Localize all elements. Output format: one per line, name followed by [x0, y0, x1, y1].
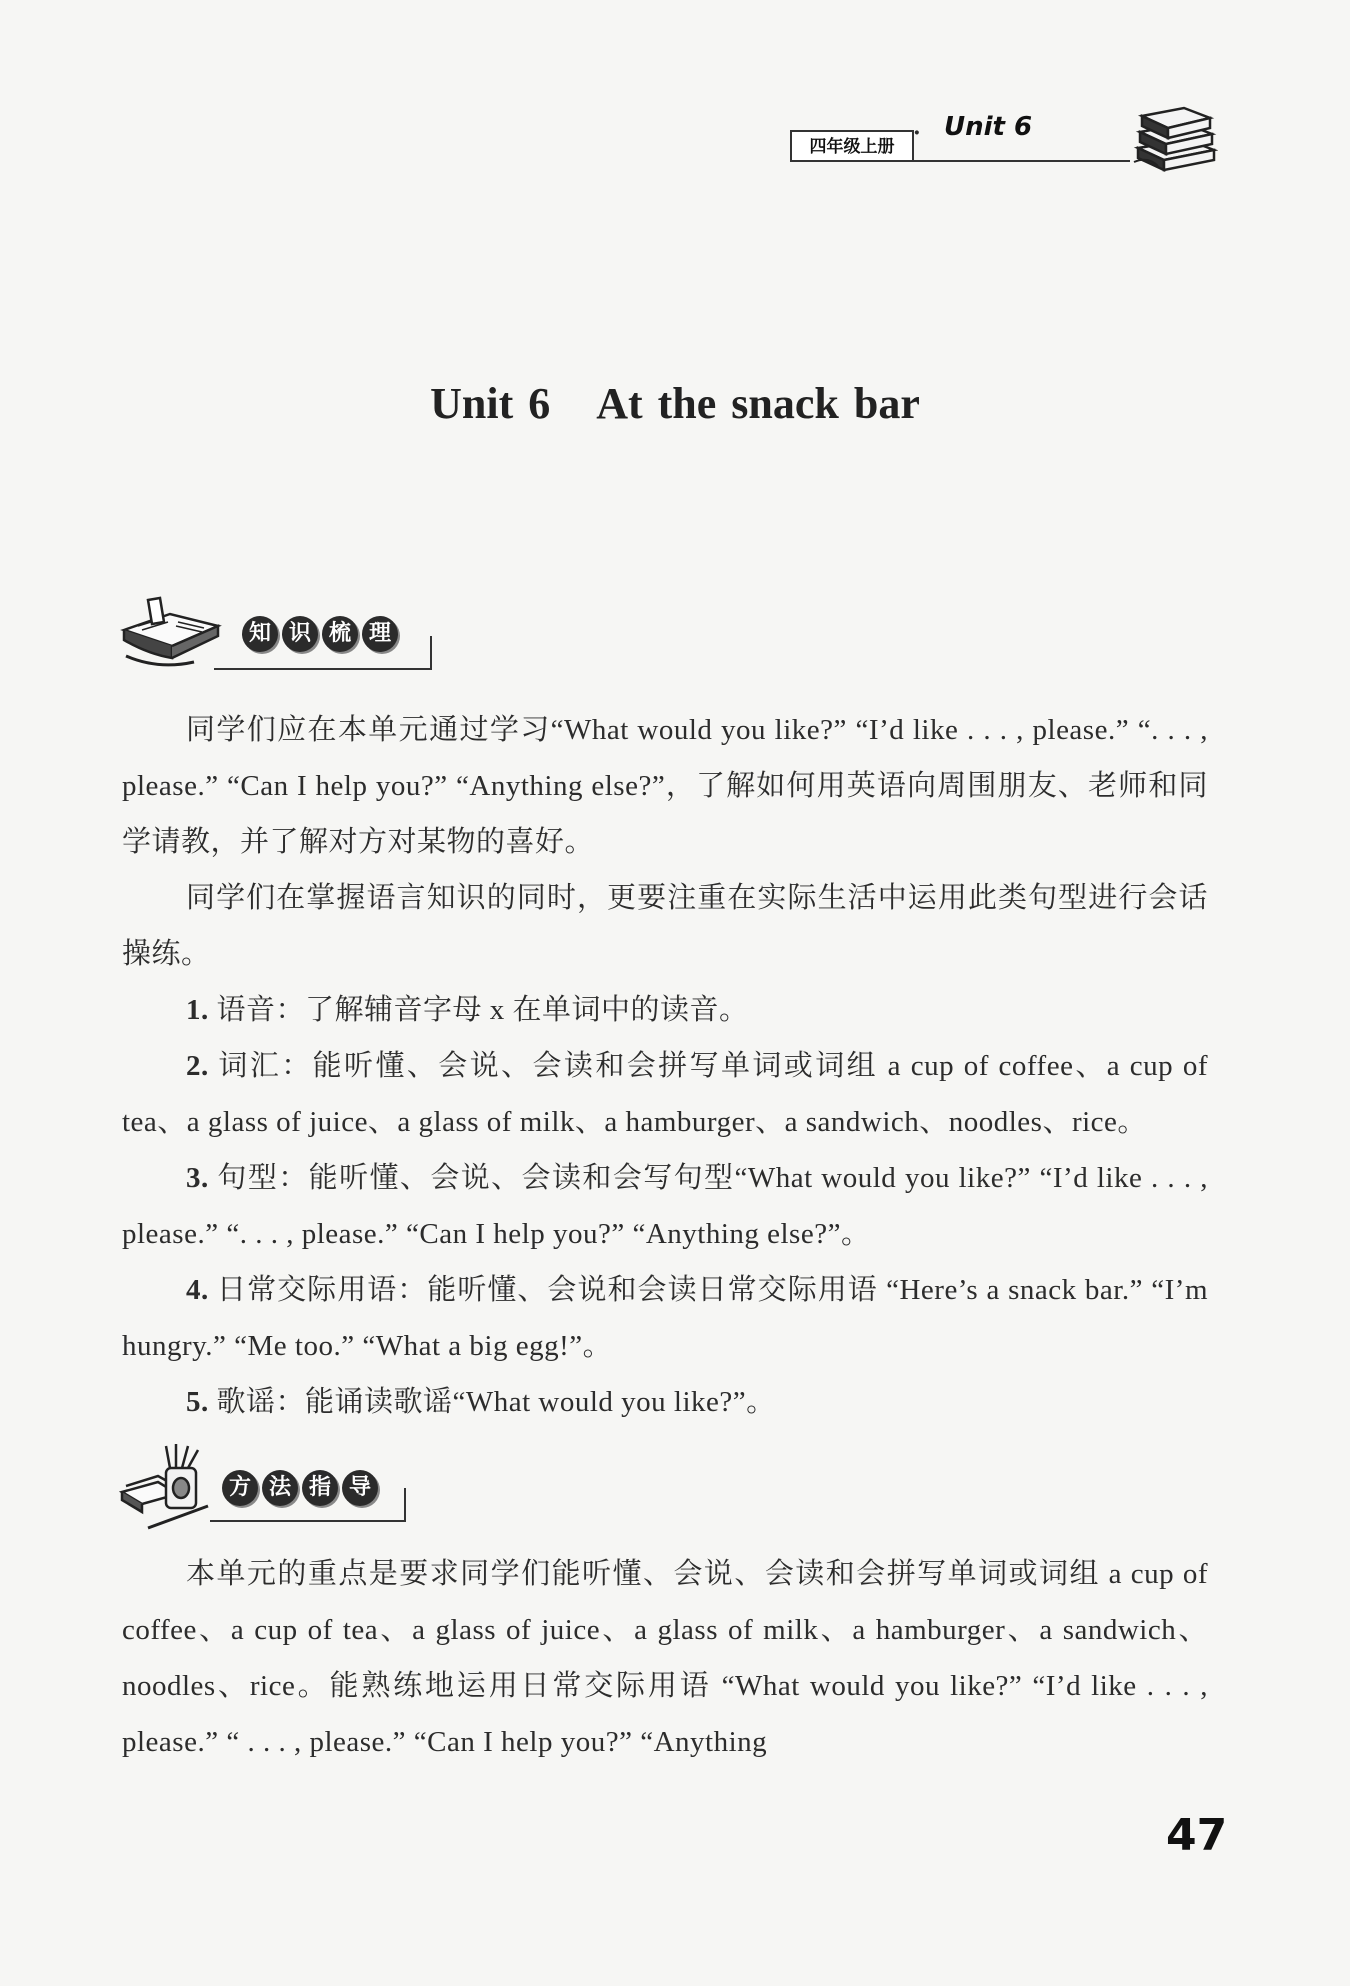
header-dot: · — [913, 120, 921, 146]
section-rule — [214, 668, 432, 670]
stacked-books-icon — [1128, 100, 1218, 172]
item-number: 3. — [186, 1162, 209, 1194]
stationery-icon — [118, 1442, 218, 1534]
knowledge-item-1 — [122, 982, 1208, 1038]
item-number: 2. — [186, 1050, 209, 1082]
section-knowledge-badges — [242, 616, 398, 652]
badge-char: 法 — [262, 1470, 298, 1506]
grade-label: 四年级上册 — [790, 130, 914, 162]
running-header — [778, 108, 1208, 168]
badge-char: 导 — [342, 1470, 378, 1506]
badge-char: 理 — [362, 616, 398, 652]
section-knowledge-header — [118, 596, 438, 676]
knowledge-item-5 — [122, 1374, 1208, 1430]
item-text: 语音：了解辅音字母 x 在单词中的读音。 — [216, 994, 749, 1026]
header-unit-label: Unit 6 — [944, 112, 1033, 142]
item-number: 5. — [186, 1386, 209, 1418]
badge-char: 指 — [302, 1470, 338, 1506]
unit-title — [0, 378, 1350, 429]
title-topic: At the snack bar — [596, 379, 920, 428]
knowledge-item-3 — [122, 1150, 1208, 1262]
section-rule-end — [404, 1488, 406, 1522]
section-method-badges — [222, 1470, 378, 1506]
section-rule-end — [430, 636, 432, 670]
item-text: 句型：能听懂、会说、会读和会写句型“What would you like?” “I’d like . . . , please.” “. . . , please.” “Can I help you?” “Anything else?”。 — [122, 1162, 1209, 1250]
knowledge-paragraph-2: 同学们在掌握语言知识的同时，更要注重在实际生活中运用此类句型进行会话操练。 — [122, 882, 1208, 970]
badge-char: 方 — [222, 1470, 258, 1506]
item-number: 4. — [186, 1274, 209, 1306]
header-rule — [790, 160, 1130, 162]
badge-char: 识 — [282, 616, 318, 652]
method-paragraph-1: 本单元的重点是要求同学们能听懂、会说、会读和会拼写单词或词组 a cup of coffee、a cup of tea、a glass of juice、a glass of milk、a hamburger、a sandwich、noodles、rice。能熟练地运用日常交际用语 “What would you like?” “I’d like . . . , please.” “ . . . , please.” “Can I help you?” “Anything — [122, 1558, 1208, 1758]
item-text: 日常交际用语：能听懂、会说和会读日常交际用语 “Here’s a snack bar.” “I’m hungry.” “Me too.” “What a big egg!”。 — [122, 1274, 1208, 1362]
page-number: 47 — [1166, 1810, 1228, 1861]
knowledge-item-2 — [122, 1038, 1208, 1150]
section-rule — [210, 1520, 406, 1522]
badge-char: 梳 — [322, 616, 358, 652]
knowledge-item-4 — [122, 1262, 1208, 1374]
title-unit: Unit 6 — [430, 379, 551, 428]
item-text: 词汇：能听懂、会说、会读和会拼写单词或词组 a cup of coffee、a cup of tea、a glass of juice、a glass of milk、a hamburger、a sandwich、noodles、rice。 — [122, 1050, 1209, 1138]
item-number: 1. — [186, 994, 209, 1026]
knowledge-paragraph-1: 同学们应在本单元通过学习“What would you like?” “I’d like . . . , please.” “. . . , please.” “Can I help you?” “Anything else?”，了解如何用英语向周围朋友、老师和同学请教，并了解对方对某物的喜好。 — [122, 714, 1208, 858]
badge-char: 知 — [242, 616, 278, 652]
section-method-header — [118, 1442, 418, 1522]
item-text: 歌谣：能诵读歌谣“What would you like?”。 — [216, 1386, 776, 1418]
